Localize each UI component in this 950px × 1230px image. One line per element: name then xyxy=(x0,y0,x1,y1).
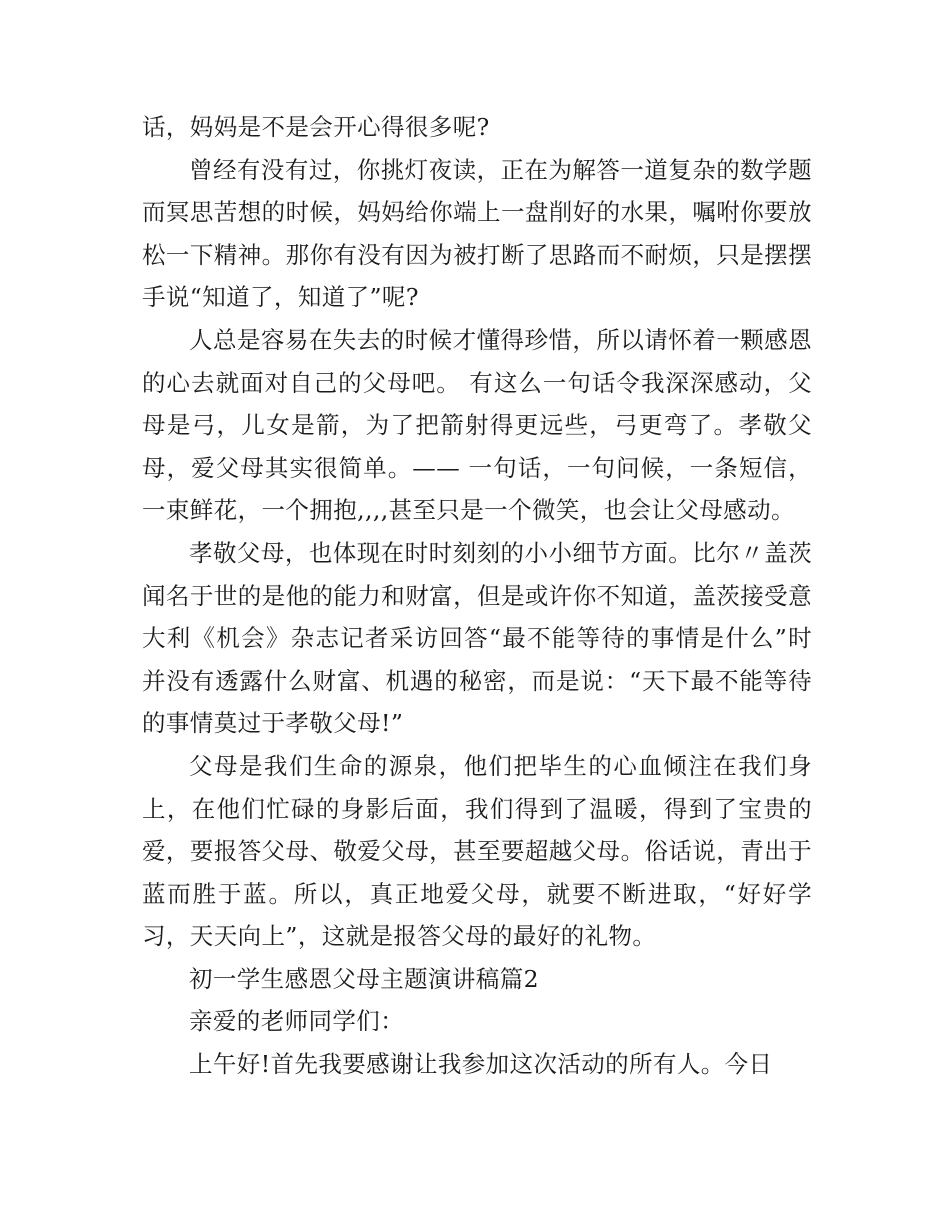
paragraph-greeting: 上午好!首先我要感谢让我参加这次活动的所有人。今日 xyxy=(189,1050,773,1079)
document-body xyxy=(142,106,812,1086)
section-heading: 初一学生感恩父母主题演讲稿篇2 xyxy=(189,964,539,993)
paragraph-late-night-study: 曾经有没有过，你挑灯夜读，正在为解答一道复杂的数学题而冥思苦想的时候，妈妈给你端上一盘削好的水果，嘱咐你要放松一下精神。那你有没有因为被打断了思路而不耐烦，只是摆摆手说“知道了，知道了”呢? xyxy=(142,155,812,312)
paragraph-continuation: 话，妈妈是不是会开心得很多呢? xyxy=(142,113,490,141)
salutation: 亲爱的老师同学们： xyxy=(189,1007,405,1036)
paragraph-gates-quote: 孝敬父母，也体现在时时刻刻的小小细节方面。比尔〃盖茨闻名于世的是他的能力和财富，但是或许你不知道，盖茨接受意大利《机会》杂志记者采访回答“最不能等待的事情是什么”时并没有透露什么财富、机遇的秘密，而是说：“天下最不能等待的事情莫过于孝敬父母!” xyxy=(142,538,812,738)
paragraph-repay-parents: 父母是我们生命的源泉，他们把毕生的心血倾注在我们身上，在他们忙碌的身影后面，我们得到了温暖，得到了宝贵的爱，要报答父母、敬爱父母，甚至要超越父母。俗话说，青出于蓝而胜于蓝。所以，真正地爱父母，就要不断进取，“好好学习，天天向上”，这就是报答父母的最好的礼物。 xyxy=(142,751,812,951)
paragraph-cherish-parents: 人总是容易在失去的时候才懂得珍惜，所以请怀着一颗感恩的心去就面对自己的父母吧。 有这么一句话令我深深感动，父母是弓，儿女是箭，为了把箭射得更远些，弓更弯了。孝敬父母，爱父母其实很简单。—— 一句话，一句问候，一条短信，一束鲜花，一个拥抱,,,,甚至只是一个微笑，也会让父母感动。 xyxy=(142,325,812,525)
